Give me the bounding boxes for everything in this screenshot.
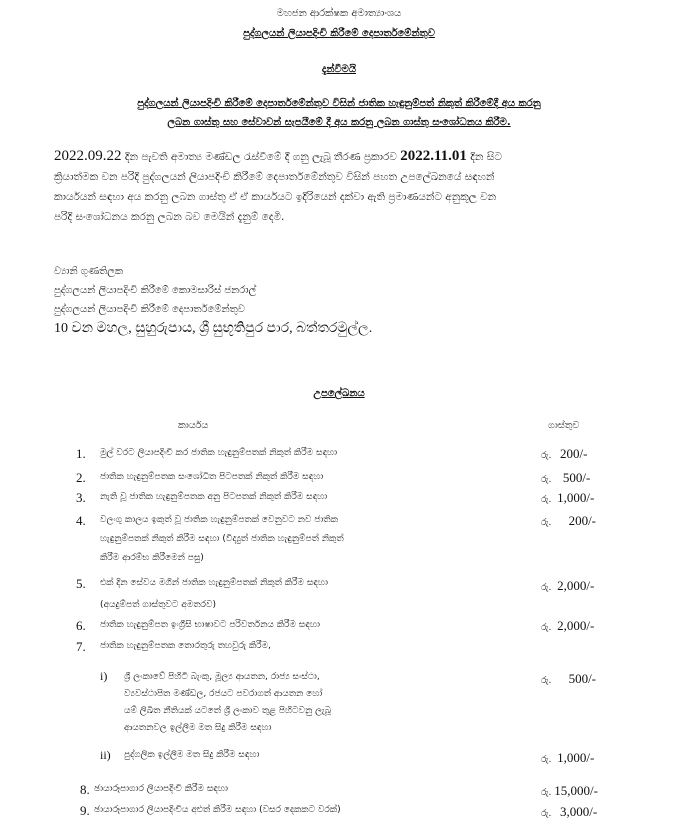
item-fee: රු. 3,000/- [541, 804, 598, 819]
item-description: ජාතික හැඳුනුම්පත ඉංග්‍රීසි භාෂාවට පරිවර්තනය කිරීම සඳහා [100, 620, 320, 630]
item-fee: රු. 2,000/- [541, 618, 595, 633]
subject-line-1: පුද්ගලයන් ලියාපදිංචි කිරීමේ දෙපාර්තමේන්තුව විසින් ජාතික හැඳුනුම්පත් නිකුත් කිරීමේදී අය කරනු [137, 98, 541, 109]
item-number: 3. [76, 490, 86, 505]
item-note: (අයදුම්පත් ගාස්තුවට අමතරව) [100, 600, 216, 610]
item-number: 9. [80, 803, 90, 818]
sub-item-fee: රු. 500/- [541, 671, 597, 686]
item-description: ජාතික හැඳුනුම්පතක සංශෝධිත පිටපතක් නිකුත් කිරීම සඳහා [100, 472, 324, 482]
item-description: එක් දින සේවය මගින් ජාතික හැඳුනුම්පතක් නිකුත් කිරීම සඳහා [100, 578, 328, 588]
sub-item-number: ii) [100, 748, 111, 762]
body-line-2: ක්‍රියාත්මක වන පරිදි පුද්ගලයන් ලියාපදිංචි කිරීමේ දෙපාර්තමේන්තුව විසින් පහත උපලේඛනයේ සඳහන් [54, 171, 495, 183]
effective-date: 2022.11.01 [400, 148, 467, 164]
item-number: 7. [76, 639, 86, 654]
item-fee: රු. 200/- [541, 513, 597, 528]
item-number: 6. [76, 618, 86, 633]
sub-item-number: i) [100, 669, 108, 683]
item-number: 8. [80, 782, 90, 797]
column-header-fee: ගාස්තුව [548, 420, 580, 431]
item-number: 1. [76, 446, 86, 461]
item-fee: රු. 500/- [541, 470, 591, 485]
signatory-department: පුද්ගලයන් ලියාපදිංචි කිරීමේ දෙපාර්තමේන්තුව [54, 304, 245, 315]
item-fee: රු. 15,000/- [541, 783, 598, 798]
body-line-4: පරිදි සංශෝධනය කරනු ලබන බව මෙයින් දැනුම් දෙමි. [54, 211, 285, 223]
item-number: 2. [76, 470, 86, 485]
sub-item-description: ශ්‍රී ලංකාවේ පිහිටි බැංකු, මූල්‍ය ආයතන, රාජ්‍ය සංස්ථා, ව්‍යවස්ථාපිත මණ්ඩල, රජයට පවරාගත් ආයතන හෝ යම් ලිඛිත නීතියක් යටතේ ශ්‍රී ලංකාව තුළ පිහිටවනු ලැබූ ආයතනවල ඉල්ලීම මත සිදු කිරීම සඳහා [124, 672, 331, 733]
sub-item-description: පුද්ගලික ඉල්ලීම මත සිදු කිරීම සඳහා [124, 750, 260, 760]
sub-item-fee: රු. 1,000/- [541, 750, 595, 765]
item-fee: රු. 1,000/- [541, 490, 595, 505]
item-description: ජාතික හැඳුනුම්පතක තොරතුරු තහවුරු කිරීම, [100, 641, 271, 651]
signatory-name: ව්‍යානි ගුණතිලක [54, 266, 123, 277]
item-description: මුල් වරට ලියාපදිංචි කර ජාතික හැඳුනුම්පතක් නිකුත් කිරීම සඳහා [100, 448, 338, 458]
subject-line-2: ලබන ගාස්තු සහ සේවාවන් සැපයීමේ දී අය කරනු ලබන ගාස්තු සංශෝධනය කිරීම. [167, 117, 511, 128]
signature-block [54, 262, 372, 338]
item-description: නැති වූ ජාතික හැඳුනුම්පතක අනු පිටපතක් නිකුත් කිරීම සඳහා [100, 492, 328, 502]
signatory-address: 10 වන මහල, සුහුරුපාය, ශ්‍රී සුභූතිපුර පාර, බත්තරමුල්ල. [54, 321, 373, 336]
item-fee: රු. 2,000/- [541, 578, 595, 593]
notice-body [54, 146, 638, 227]
ministry-name: මහජන ආරක්ෂක අමාත්‍යාංශය [276, 8, 402, 19]
signatory-title: පුද්ගලයන් ලියාපදිංචි කිරීමේ කොමසාරිස් ජනරාල් [54, 285, 257, 296]
item-fee: රු. 200/- [541, 446, 588, 461]
item-description: ඡායාරූපාගාර ලියාපදිංචිය අළුත් කිරීම සඳහා (වසර දෙකකට වරක්) [94, 805, 341, 815]
item-number: 4. [76, 513, 86, 528]
item-description: ඡායාරූපාගාර ලියාපදිංචි කිරීම සඳහා [94, 784, 228, 794]
body-line-3: කාර්යයන් සඳහා අය කරනු ලබන ගාස්තු ඒ ඒ කාර්යයට ඉදිරියෙන් දක්වා ඇති ප්‍රමාණයන්ට අනුකූල වන [54, 191, 497, 203]
notice-title: දැන්වීමයි [321, 64, 357, 75]
body-line-1: 2022.09.22 දින පැවති අමාත්‍ය මණ්ඩල රැස්වීමේ දී ගනු ලැබූ තීරණ ප්‍රකාරව 2022.11.01 දින සිට [54, 148, 502, 164]
item-number: 5. [76, 576, 86, 591]
column-header-task: කාර්යය [178, 420, 209, 431]
department-name: පුද්ගලයන් ලියාපදිංචි කිරීමේ දෙපාර්තමේන්තුව [243, 28, 435, 39]
item-description: වලංගු කාලය ඉකුත් වූ ජාතික හැඳුනුම්පතක් වෙනුවට නව ජාතික හැඳුනුම්පතක් නිකුත් කිරීම සඳහා (විද්‍යුත් ජාතික හැඳුනුම්පත් නිකුත් කිරීම ආරම්භ කිරීමෙන් පසු) [100, 515, 344, 563]
schedule-title: උපලේඛනය [313, 388, 365, 399]
decision-date: 2022.09.22 [54, 148, 122, 164]
